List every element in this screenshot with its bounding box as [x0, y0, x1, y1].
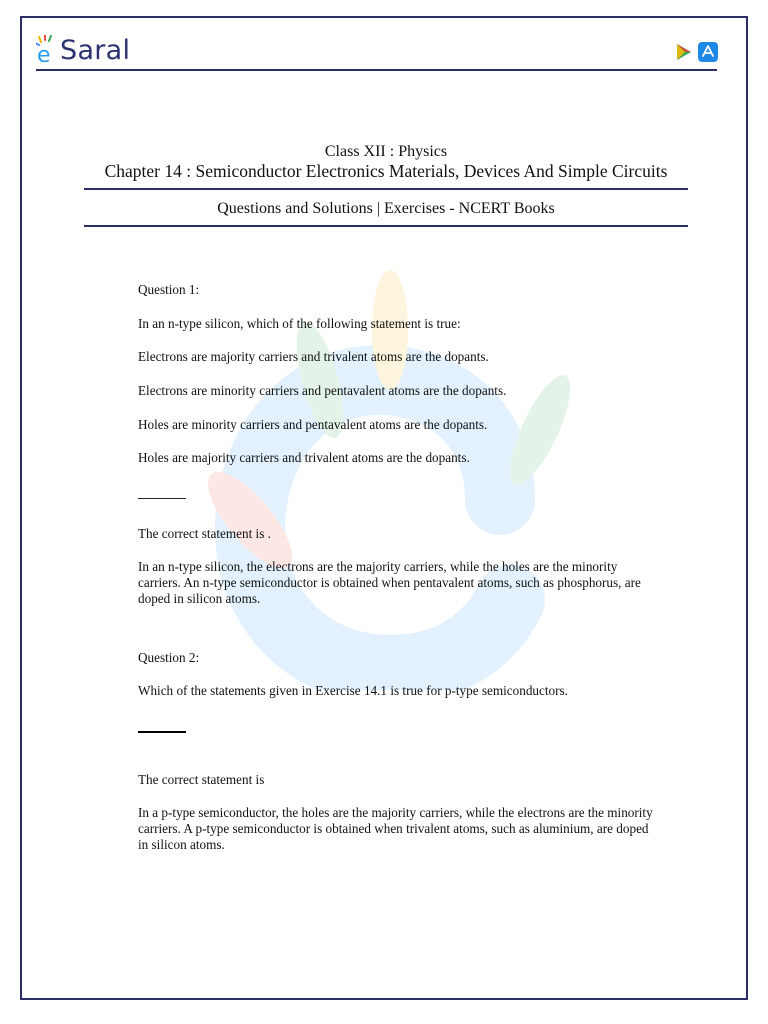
answer-2-explanation: In a p-type semiconductor, the holes are the majority carriers, while the electrons are the minority carriers. A p-type semiconductor is obtained when trivalent atoms, such as aluminium, are doped in silicon atoms. [138, 805, 653, 852]
esaral-e-mark-icon [36, 35, 60, 65]
question-2-label: Question 2: [138, 650, 200, 665]
question-1-label: Question 1: [138, 282, 200, 297]
question-1-option: Electrons are minority carriers and pentavalent atoms are the dopants. [138, 383, 507, 398]
chapter-heading: Chapter 14 : Semiconductor Electronics Materials, Devices And Simple Circuits [104, 161, 668, 181]
answer-1-intro: The correct statement is . [138, 526, 271, 541]
header-divider [36, 69, 717, 71]
class-heading: Class XII : Physics [324, 143, 448, 160]
app-store-links [676, 42, 718, 67]
esaral-watermark-icon [190, 270, 590, 690]
google-play-icon[interactable] [676, 43, 692, 66]
svg-text:e: e [37, 43, 51, 65]
question-1-option: Electrons are majority carriers and trivalent atoms are the dopants. [138, 349, 489, 364]
question-1-option: Holes are majority carriers and trivalent atoms are the dopants. [138, 450, 470, 465]
section-subtitle: Questions and Solutions | Exercises - NCERT Books [217, 200, 555, 217]
document-title-block [84, 142, 688, 227]
brand-name: Saral [60, 34, 131, 66]
answer-blank-2 [138, 731, 186, 733]
question-1-text: In an n-type silicon, which of the following statement is true: [138, 316, 461, 331]
answer-2-intro: The correct statement is [138, 772, 265, 787]
app-store-icon[interactable] [698, 42, 718, 67]
question-2-text: Which of the statements given in Exercise 14.1 is true for p-type semiconductors. [138, 683, 568, 698]
answer-1-explanation: In an n-type silicon, the electrons are the majority carriers, while the holes are the minority carriers. An n-type semiconductor is obtained when pentavalent atoms, such as phosphorus, are doped in silicon atoms. [138, 559, 641, 606]
question-1-option: Holes are minority carriers and pentavalent atoms are the dopants. [138, 417, 488, 432]
answer-blank-1 [138, 498, 186, 499]
esaral-logo[interactable] [36, 32, 130, 68]
title-divider-bottom [84, 225, 688, 227]
